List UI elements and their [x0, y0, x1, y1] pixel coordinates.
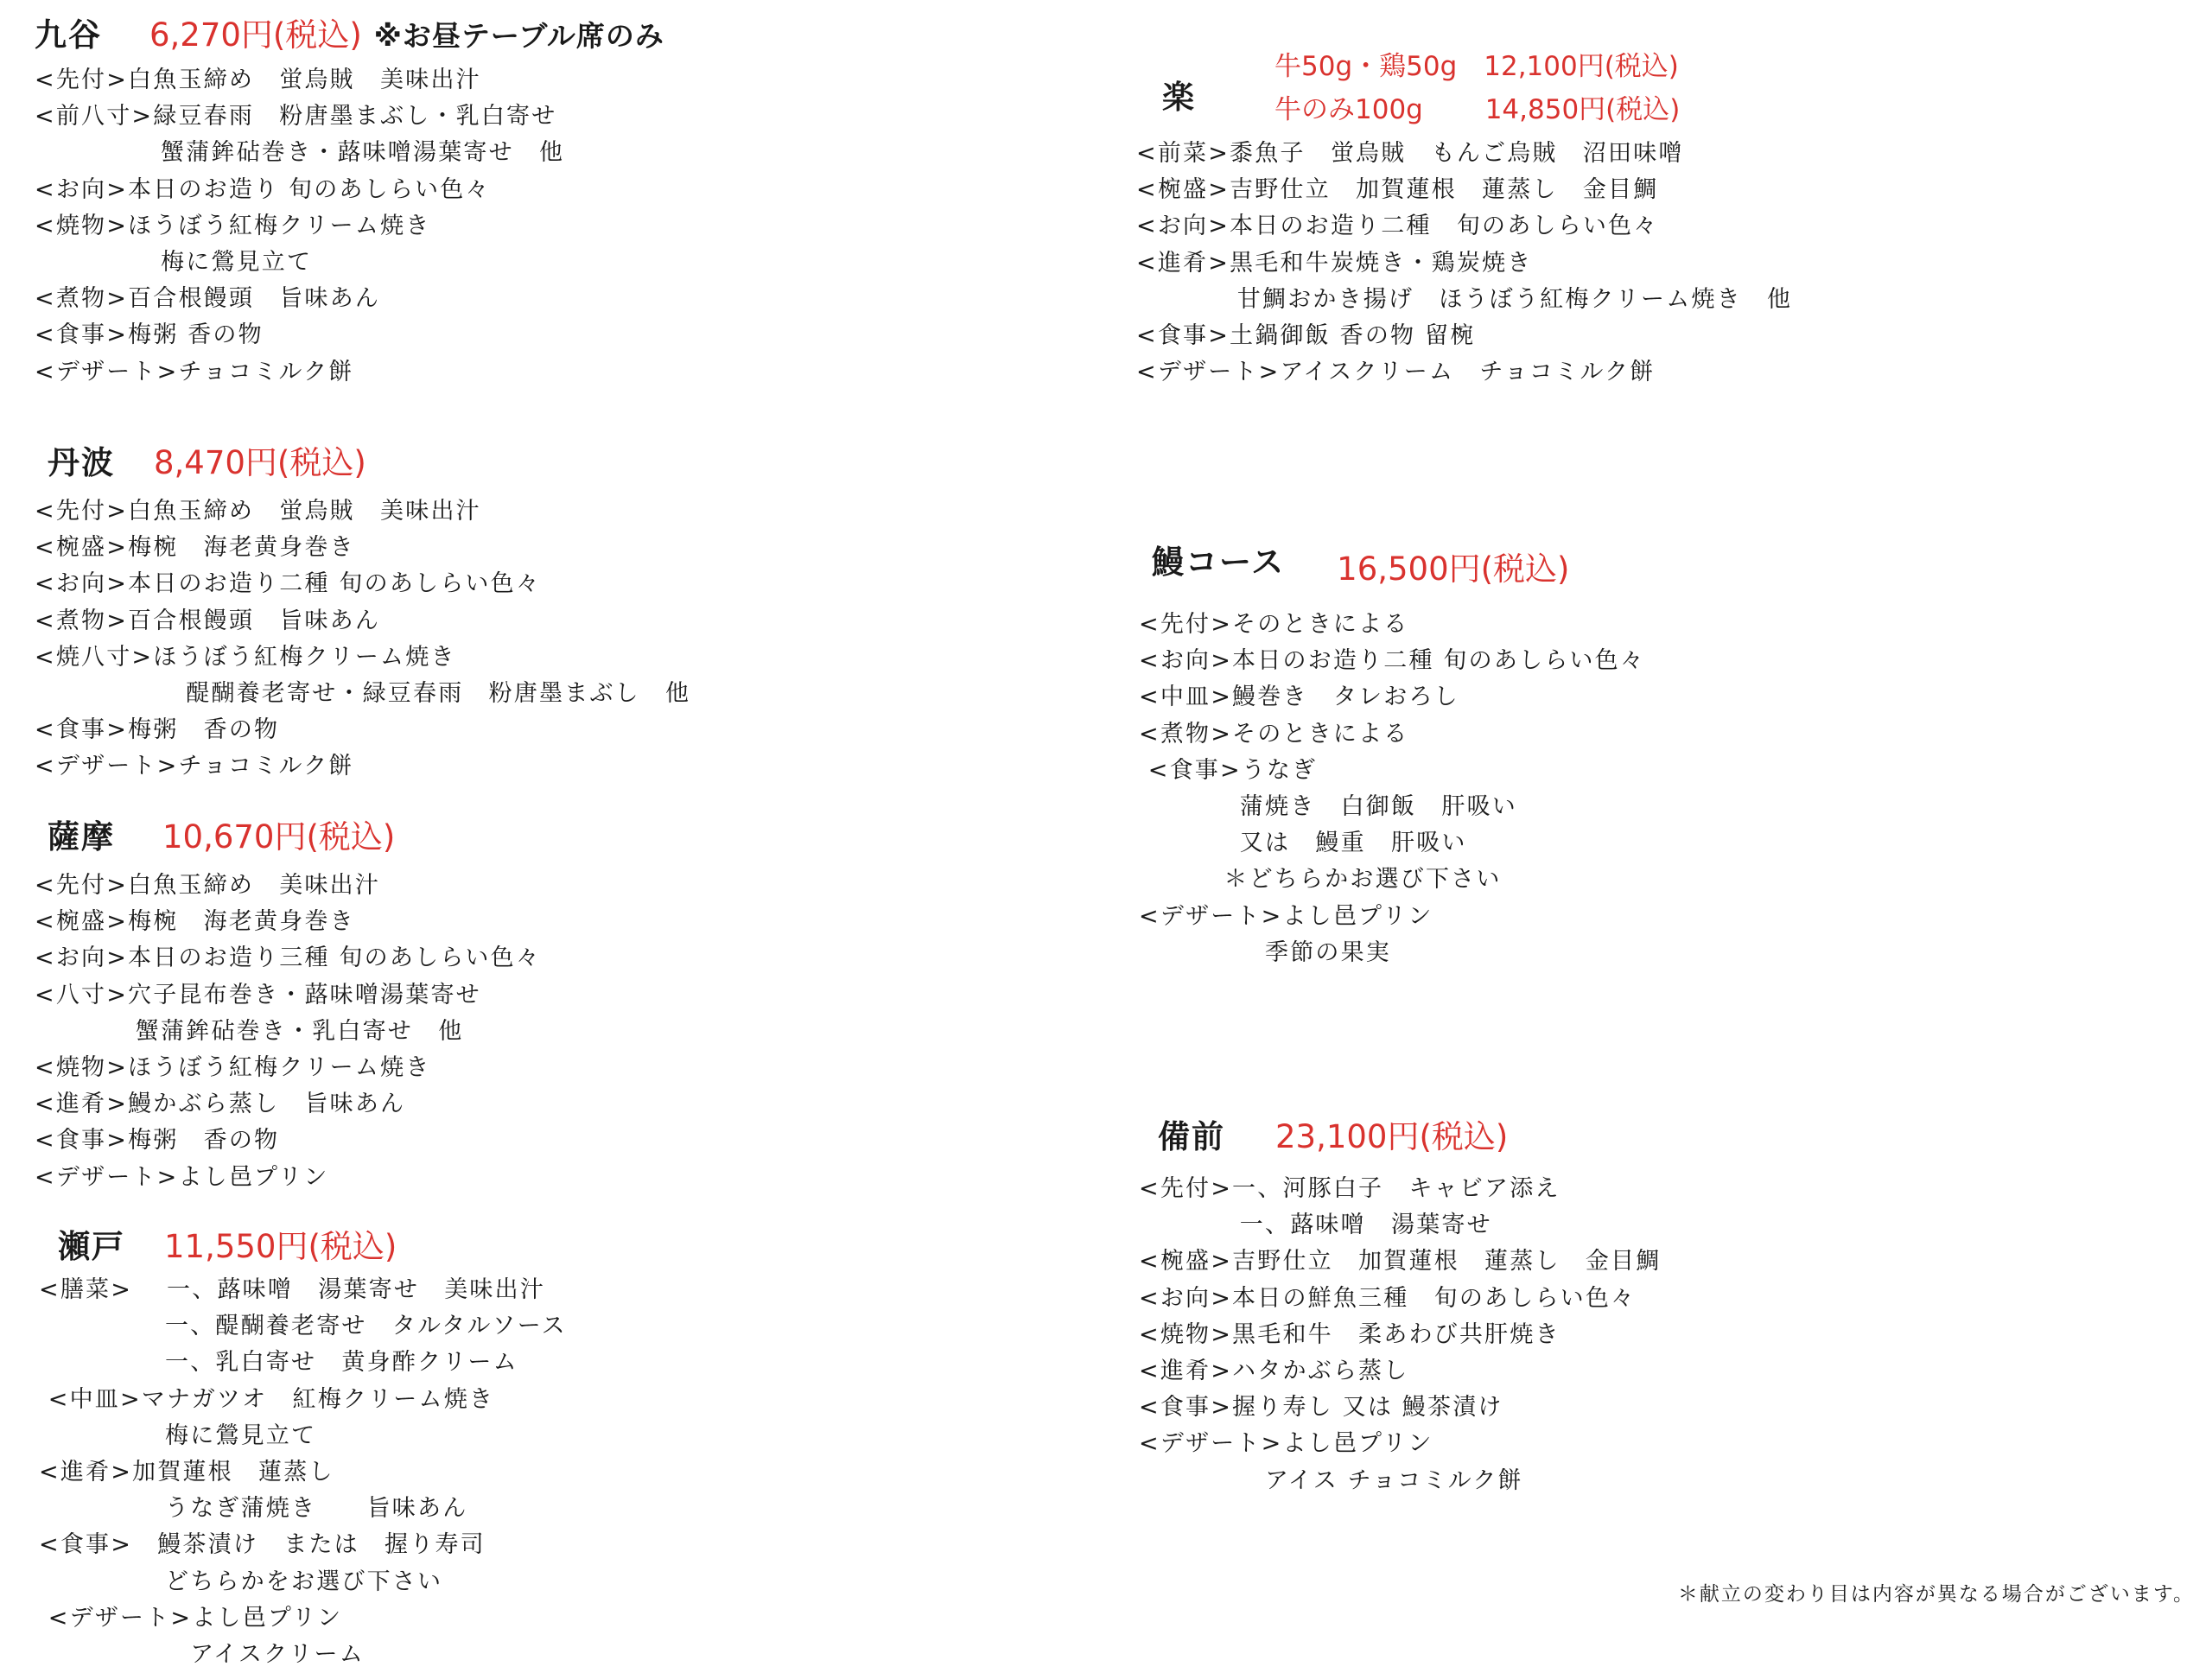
menu-line: <椀盛>吉野仕立 加賀蓮根 蓮蒸し 金目鯛: [1139, 1248, 1662, 1275]
menu-line: <中皿>マナガツオ 紅梅クリーム焼き: [39, 1385, 495, 1413]
menu-line: <膳菜> 一、蕗味噌 湯葉寄せ 美味出汁: [39, 1276, 546, 1303]
course-price: 牛のみ100g 14,850円(税込): [1274, 94, 1681, 125]
menu-items: [1139, 1171, 1661, 1499]
menu-line: 蟹蒲鉾砧巻き・乳白寄せ 他: [35, 1017, 464, 1045]
menu-items: [39, 1272, 567, 1673]
menu-line: <食事>梅粥 香の物: [35, 1127, 280, 1155]
menu-line: <焼物>黒毛和牛 柔あわび共肝焼き: [1139, 1320, 1560, 1348]
course-name: 丹波: [48, 444, 115, 481]
menu-line: <お向>本日のお造り三種 旬のあしらい色々: [35, 945, 542, 972]
menu-line: <お向>本日のお造り 旬のあしらい色々: [35, 175, 491, 203]
menu-line: 一、乳白寄せ 黄身酢クリーム: [39, 1349, 518, 1377]
menu-line: <進肴>加賀蓮根 蓮蒸し: [39, 1458, 334, 1485]
menu-line: <進肴>ハタかぶら蒸し: [1139, 1357, 1409, 1384]
course-name: 九谷: [35, 16, 102, 54]
course-header: [35, 9, 664, 55]
menu-items: [1139, 607, 1645, 971]
menu-items: [1136, 136, 1792, 391]
course-header: [1139, 1110, 1661, 1157]
menu-line: <椀盛>梅椀 海老黄身巻き: [35, 534, 355, 562]
menu-line: <焼物>ほうぼう紅梅クリーム焼き: [35, 1053, 431, 1081]
menu-line: <先付>そのときによる: [1139, 611, 1409, 638]
course-name: 瀬戸: [58, 1228, 125, 1265]
menu-line: <進肴>鰻かぶら蒸し 旨味あん: [35, 1091, 406, 1118]
course-price: 牛50g・鶏50g 12,100円(税込): [1274, 51, 1679, 82]
menu-line: 一、蕗味噌 湯葉寄せ: [1139, 1212, 1492, 1239]
menu-items: [35, 868, 541, 1196]
course-price: 23,100円(税込): [1275, 1118, 1509, 1155]
menu-line: <デザート>よし邑プリン: [1139, 902, 1433, 930]
menu-line: <先付>白魚玉締め 美味出汁: [35, 872, 381, 899]
course-price: 10,670円(税込): [162, 818, 396, 856]
menu-line: <お向>本日のお造り二種 旬のあしらい色々: [1139, 647, 1646, 675]
menu-line: <前菜>黍魚子 蛍烏賊 もんご烏賊 沼田味噌: [1136, 140, 1684, 167]
course-bizen: [1139, 1110, 1661, 1499]
menu-line: <前八寸>緑豆春雨 粉唐墨まぶし・乳白寄せ: [35, 103, 557, 130]
menu-line: <先付>一、河豚白子 キャビア添え: [1139, 1175, 1560, 1202]
course-name: 備前: [1158, 1118, 1225, 1155]
menu-line: <デザート>アイスクリーム チョコミルク餅: [1136, 359, 1656, 386]
footnote: ＊献立の変わり目は内容が異なる場合がございます。: [1677, 1583, 2195, 1606]
menu-line: <食事> 鰻茶漬け または 握り寿司: [39, 1531, 486, 1559]
course-name: 鰻コース: [1152, 544, 1286, 581]
menu-line: <お向>本日のお造り二種 旬のあしらい色々: [35, 570, 542, 598]
menu-line: アイス チョコミルク餅: [1139, 1466, 1523, 1494]
menu-line: <煮物>百合根饅頭 旨味あん: [35, 285, 381, 313]
menu-line: <食事>土鍋御飯 香の物 留椀: [1136, 321, 1476, 349]
menu-line: <デザート>チョコミルク餅: [35, 358, 354, 385]
menu-line: <煮物>百合根饅頭 旨味あん: [35, 607, 381, 634]
menu-line: 梅に鶯見立て: [35, 248, 313, 276]
menu-line: うなぎ蒲焼き 旨味あん: [39, 1495, 468, 1523]
menu-line: <進肴>黒毛和牛炭焼き・鶏炭焼き: [1136, 249, 1533, 277]
menu-line: <椀盛>吉野仕立 加賀蓮根 蓮蒸し 金目鯛: [1136, 176, 1659, 204]
course-tanba: [35, 436, 690, 786]
menu-line: 梅に鶯見立て: [39, 1422, 317, 1449]
menu-line: <食事>梅粥 香の物: [35, 716, 280, 744]
menu-line: <煮物>そのときによる: [1139, 720, 1409, 747]
menu-items: [35, 493, 690, 786]
menu-line: 蟹蒲鉾砧巻き・蕗味噌湯葉寄せ 他: [35, 139, 565, 167]
menu-line: <先付>白魚玉締め 蛍烏賊 美味出汁: [35, 67, 481, 93]
course-note: ※お昼テーブル席のみ: [373, 19, 664, 53]
menu-line: <八寸>穴子昆布巻き・蕗味噌湯葉寄せ: [35, 981, 481, 1008]
menu-line: <デザート>よし邑プリン: [39, 1604, 343, 1632]
menu-line: 蒲焼き 白御飯 肝吸い: [1139, 792, 1517, 820]
menu-line: ＊どちらかお選び下さい: [1139, 866, 1502, 894]
course-header: [35, 436, 690, 483]
course-price: 16,500円(税込): [1337, 550, 1570, 588]
course-price: 6,270円(税込): [149, 16, 362, 54]
course-header: [35, 811, 541, 857]
menu-line: 又は 鰻重 肝吸い: [1139, 830, 1467, 857]
menu-items: [35, 62, 664, 391]
menu-line: <お向>本日のお造り二種 旬のあしらい色々: [1136, 213, 1659, 240]
menu-line: <デザート>よし邑プリン: [35, 1163, 329, 1191]
course-header: [1139, 536, 1645, 588]
course-seto: [39, 1220, 567, 1673]
course-price: 11,550円(税込): [164, 1228, 397, 1265]
menu-line: <お向>本日の鮮魚三種 旬のあしらい色々: [1139, 1284, 1637, 1312]
menu-line: <食事>梅粥 香の物: [35, 321, 264, 349]
menu-line: <食事>うなぎ: [1139, 756, 1318, 784]
menu-line: アイスクリーム: [39, 1640, 365, 1668]
menu-line: <椀盛>梅椀 海老黄身巻き: [35, 908, 355, 936]
menu-line: <中皿>鰻巻き タレおろし: [1139, 684, 1459, 711]
menu-line: 醍醐養老寄せ・緑豆春雨 粉唐墨まぶし 他: [35, 679, 691, 707]
menu-line: 季節の果実: [1139, 938, 1391, 966]
menu-line: 一、醍醐養老寄せ タルタルソース: [39, 1313, 567, 1340]
menu-line: <デザート>よし邑プリン: [1139, 1430, 1433, 1458]
course-name: 薩摩: [48, 818, 115, 856]
menu-line: <デザート>チョコミルク餅: [35, 753, 354, 780]
course-price: 8,470円(税込): [154, 444, 366, 481]
course-price-list: [1274, 45, 1680, 131]
course-kutani: [35, 9, 664, 391]
menu-line: <焼八寸>ほうぼう紅梅クリーム焼き: [35, 643, 456, 671]
course-name: 楽: [1162, 79, 1196, 116]
course-unagi: [1139, 536, 1645, 971]
menu-line: <焼物>ほうぼう紅梅クリーム焼き: [35, 212, 431, 239]
course-satsuma: [35, 811, 541, 1196]
menu-line: <食事>握り寿し 又は 鰻茶漬け: [1139, 1394, 1503, 1422]
course-header: [39, 1220, 567, 1267]
menu-line: 甘鯛おかき揚げ ほうぼう紅梅クリーム焼き 他: [1136, 285, 1793, 313]
menu-line: <先付>白魚玉締め 蛍烏賊 美味出汁: [35, 498, 481, 525]
menu-line: どちらかをお選び下さい: [39, 1568, 443, 1595]
